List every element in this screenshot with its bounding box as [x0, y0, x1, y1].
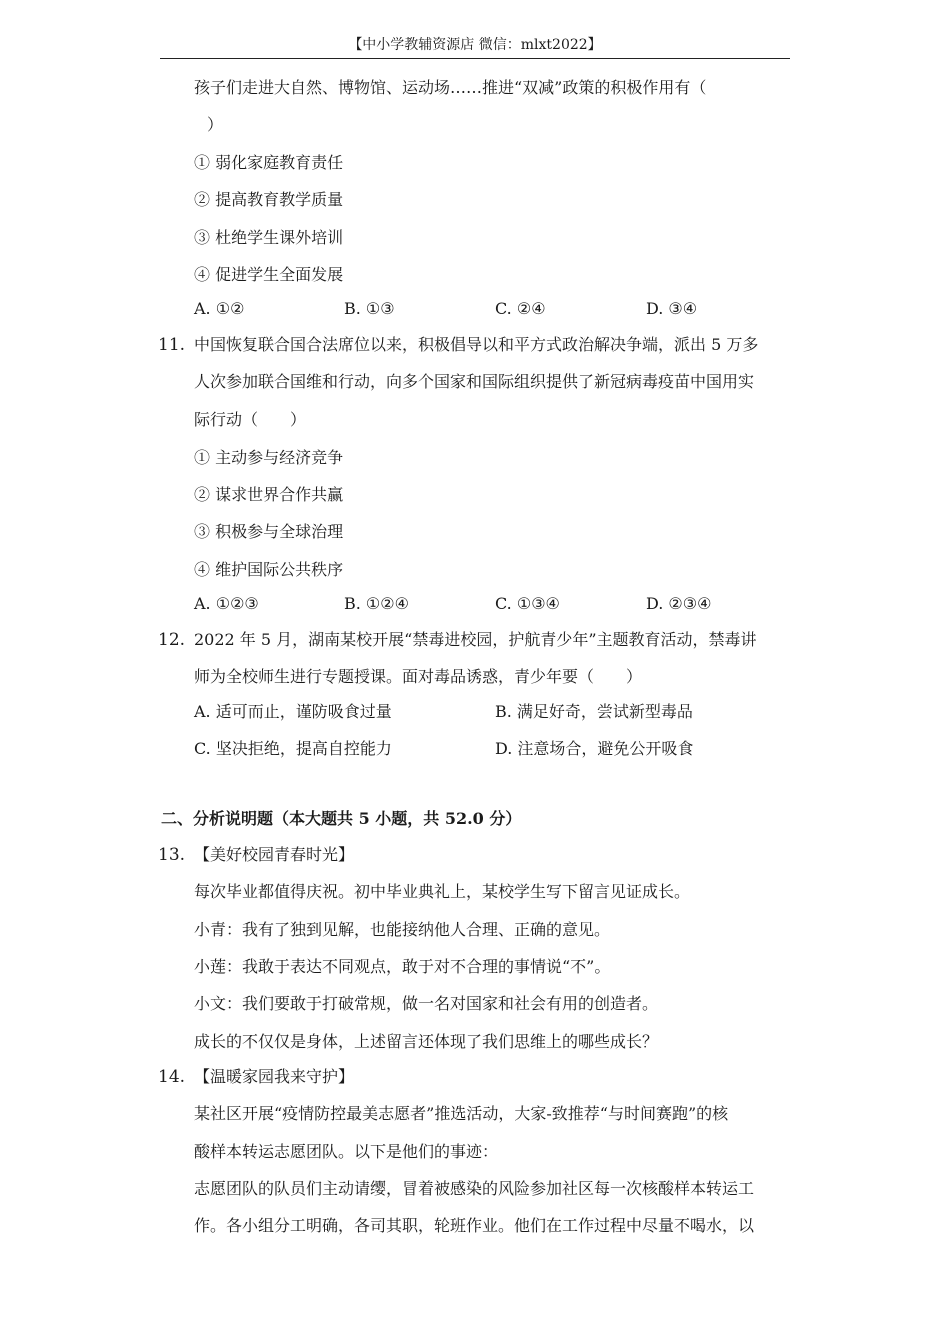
- q10-option-a: A. ①②: [194, 299, 245, 318]
- q11-item-3: ③ 积极参与全球治理: [194, 522, 344, 541]
- q14-heading: 【温暖家园我来守护】: [194, 1067, 355, 1086]
- q13-line-5: 成长的不仅仅是身体，上述留言还体现了我们思维上的哪些成长？: [194, 1032, 659, 1051]
- q12-option-d: D. 注意场合，避免公开吸食: [495, 739, 694, 758]
- q13-line-3: 小莲：我敢于表达不同观点，敢于对不合理的事情说“不”。: [194, 957, 611, 976]
- q11-option-a: A. ①②③: [194, 594, 259, 613]
- q13-line-2: 小青：我有了独到见解，也能接纳他人合理、正确的意见。: [194, 920, 611, 939]
- q12-stem-line-1: 2022 年 5 月，湖南某校开展“禁毒进校园，护航青少年”主题教育活动，禁毒讲: [194, 630, 757, 649]
- q11-stem-line-3: 际行动（ ）: [194, 410, 307, 429]
- q13-line-4: 小文：我们要敢于打破常规，做一名对国家和社会有用的创造者。: [194, 994, 659, 1013]
- q14-line-2: 酸样本转运志愿团队。以下是他们的事迹：: [194, 1142, 499, 1161]
- q10-item-4: ④ 促进学生全面发展: [194, 265, 344, 284]
- q12-option-a: A. 适可而止，谨防吸食过量: [194, 702, 392, 721]
- q12-stem-line-2: 师为全校师生进行专题授课。面对毒品诱惑，青少年要（ ）: [194, 667, 643, 686]
- q11-option-d: D. ②③④: [646, 594, 712, 613]
- q11-item-1: ① 主动参与经济竞争: [194, 448, 344, 467]
- q11-option-b: B. ①②④: [344, 594, 409, 613]
- q11-item-4: ④ 维护国际公共秩序: [194, 560, 344, 579]
- header-divider: [160, 58, 790, 59]
- q14-number: 14.: [158, 1067, 186, 1087]
- section-title: 二、分析说明题（本大题共 5 小题，共 52.0 分）: [161, 809, 522, 828]
- q11-stem-line-2: 人次参加联合国维和行动，向多个国家和国际组织提供了新冠病毒疫苗中国用实: [194, 372, 755, 391]
- q10-stem-line-2: ）: [207, 115, 224, 134]
- q12-option-b: B. 满足好奇，尝试新型毒品: [495, 702, 693, 721]
- q14-line-4: 作。各小组分工明确，各司其职，轮班作业。他们在工作过程中尽量不喝水，以: [194, 1216, 755, 1235]
- q14-line-1: 某社区开展“疫情防控最美志愿者”推选活动，大家-致推荐“与时间赛跑”的核: [194, 1104, 729, 1123]
- q11-stem-line-1: 中国恢复联合国合法席位以来，积极倡导以和平方式政治解决争端，派出 5 万多: [194, 335, 759, 354]
- page-header: 【中小学教辅资源店 微信：mlxt2022】: [348, 37, 602, 53]
- q13-number: 13.: [158, 845, 186, 865]
- q11-option-c: C. ①③④: [495, 594, 560, 613]
- q12-number: 12.: [158, 630, 186, 650]
- q13-heading: 【美好校园青春时光】: [194, 845, 355, 864]
- q10-item-3: ③ 杜绝学生课外培训: [194, 228, 344, 247]
- q13-line-1: 每次毕业都值得庆祝。初中毕业典礼上，某校学生写下留言见证成长。: [194, 882, 691, 901]
- q10-item-2: ② 提高教育教学质量: [194, 190, 344, 209]
- q10-stem-line-1: 孩子们走进大自然、博物馆、运动场……推进“双减”政策的积极作用有（: [194, 78, 707, 97]
- q10-item-1: ① 弱化家庭教育责任: [194, 153, 344, 172]
- q11-item-2: ② 谋求世界合作共赢: [194, 485, 344, 504]
- q10-option-c: C. ②④: [495, 299, 546, 318]
- q11-number: 11.: [158, 335, 186, 355]
- q10-option-b: B. ①③: [344, 299, 395, 318]
- q12-option-c: C. 坚决拒绝，提高自控能力: [194, 739, 392, 758]
- q10-option-d: D. ③④: [646, 299, 698, 318]
- q14-line-3: 志愿团队的队员们主动请缨，冒着被感染的风险参加社区每一次核酸样本转运工: [194, 1179, 755, 1198]
